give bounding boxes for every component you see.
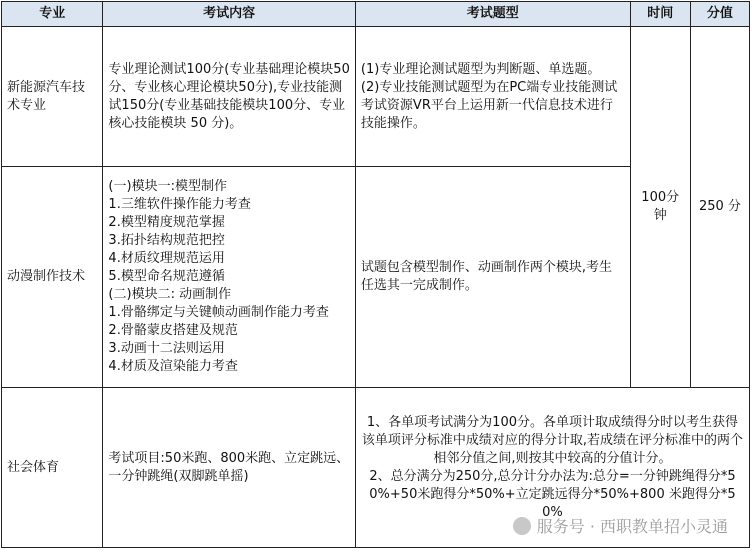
header-row — [2, 2, 750, 27]
content-line: 1.三维软件操作能力考查 — [108, 197, 251, 212]
watermark-text: 服务号 · 西职教单招小灵通 — [536, 517, 728, 536]
content-line: 2.模型精度规范掌握 — [108, 215, 225, 230]
content-line: 2.骨骼蒙皮搭建及规范 — [108, 323, 238, 338]
type-line: 2、总分满分为250分,总分计分办法为:总分=一分钟跳绳得分*50%+50米跑得分*50%+立定跳远得分*50%+800 米跑得分*50% — [369, 468, 736, 520]
type-cell — [355, 27, 630, 167]
content-line: (一)模块一:模型制作 — [108, 179, 227, 194]
major-cell: 动漫制作技术 — [2, 167, 103, 388]
watermark — [513, 514, 728, 537]
content-line: 4.材质纹理规范运用 — [108, 251, 225, 266]
wechat-icon — [513, 517, 531, 535]
header-content: 考试内容 — [103, 2, 356, 27]
type-line: 1、各单项考试满分为100分。各单项计取成绩得分时以考生获得该单项评分标准中成绩对应的得分计取,若成绩在评分标准中的两个相邻分值之间,则按其中较高的分值计分。 — [361, 414, 744, 466]
time-cell: 100分钟 — [630, 27, 690, 388]
score-cell: 250 分 — [690, 27, 749, 388]
header-time: 时间 — [630, 2, 690, 27]
content-cell — [103, 388, 356, 548]
content-line: 5.模型命名规范遵循 — [108, 269, 225, 284]
content-line: 专业理论测试100分(专业基础理论模块50分、专业核心理论模块50分),专业技能测试150分(专业基础技能模块100分、专业核心技能模块 50 分)。 — [108, 61, 350, 131]
content-line: 3.拓扑结构规范把控 — [108, 233, 225, 248]
header-score: 分值 — [690, 2, 749, 27]
type-cell — [355, 167, 630, 388]
header-major: 专业 — [2, 2, 103, 27]
exam-table — [1, 1, 750, 548]
major-cell: 新能源汽车技术专业 — [2, 27, 103, 167]
content-line: 3.动画十二法则运用 — [108, 341, 225, 356]
content-cell — [103, 27, 356, 167]
content-line: (二)模块二: 动画制作 — [108, 287, 232, 302]
table-row — [2, 27, 750, 167]
content-cell — [103, 167, 356, 388]
type-line: 试题包含模型制作、动画制作两个模块,考生任选其一完成制作。 — [360, 260, 613, 293]
content-line: 1.骨骼绑定与关键帧动画制作能力考查 — [108, 305, 329, 320]
content-line: 4.材质及渲染能力考查 — [108, 359, 238, 374]
major-cell: 社会体育 — [2, 388, 103, 548]
header-type: 考试题型 — [355, 2, 630, 27]
content-line: 考试项目:50米跑、800米跑、立定跳远、一分钟跳绳(双脚跳单摇) — [108, 450, 350, 484]
type-line: (2)专业技能测试题型为在PC端专业技能测试考试资源VR平台上运用新一代信息技术进行技能操作。 — [360, 79, 618, 131]
type-line: (1)专业理论测试题型为判断题、单选题。 — [360, 61, 601, 77]
